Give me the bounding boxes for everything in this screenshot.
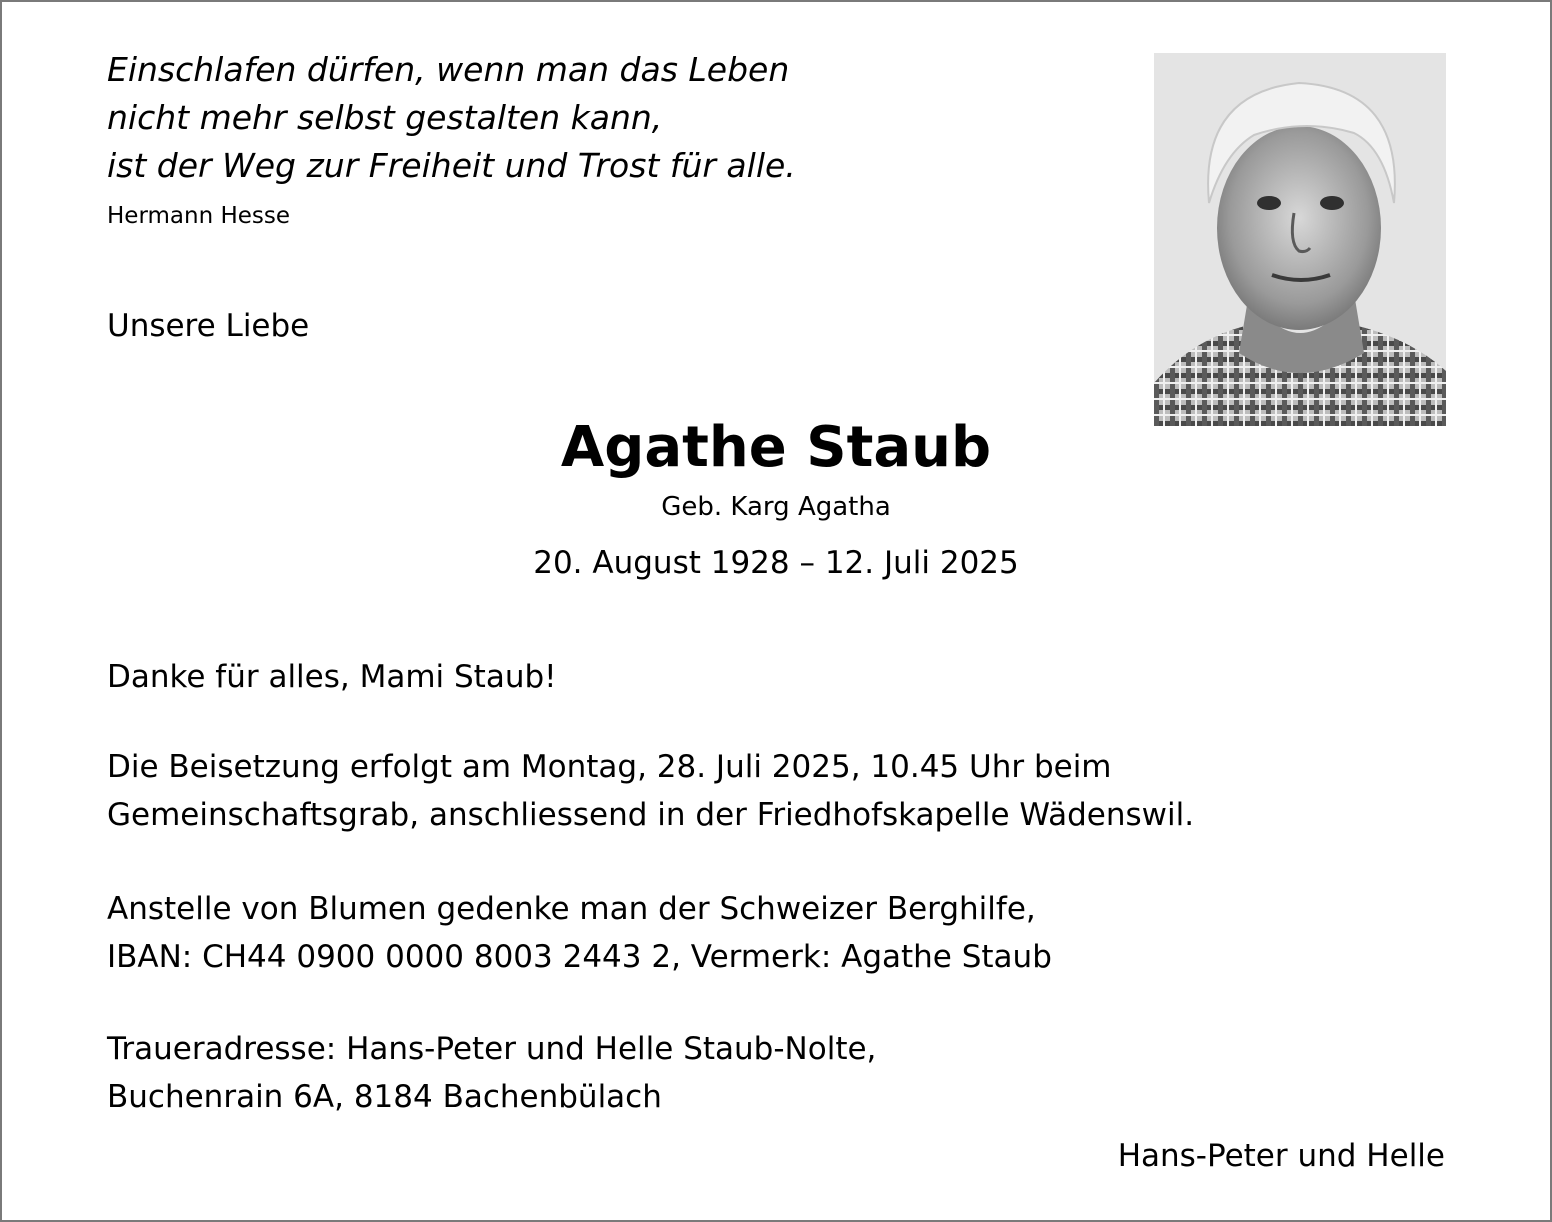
donation-line-1: Anstelle von Blumen gedenke man der Schweizer Berghilfe, [107, 891, 1036, 927]
donation-line-2: IBAN: CH44 0900 0000 8003 2443 2, Vermerk: Agathe Staub [107, 939, 1052, 975]
life-dates: 20. August 1928 – 12. Juli 2025 [533, 545, 1019, 581]
quote-line-2: nicht mehr selbst gestalten kann, [107, 98, 663, 137]
address-line-2: Buchenrain 6A, 8184 Bachenbülach [107, 1079, 662, 1115]
funeral-line-1: Die Beisetzung erfolgt am Montag, 28. Juli 2025, 10.45 Uhr beim [107, 749, 1112, 785]
portrait-photo [1154, 53, 1446, 426]
quote-line-3: ist der Weg zur Freiheit und Trost für alle. [107, 146, 796, 185]
quote-line-1: Einschlafen dürfen, wenn man das Leben [107, 50, 790, 89]
funeral-line-2: Gemeinschaftsgrab, anschliessend in der Friedhofskapelle Wädenswil. [107, 797, 1195, 833]
signature: Hans-Peter und Helle [1117, 1138, 1445, 1174]
birth-name: Geb. Karg Agatha [661, 492, 891, 522]
portrait-photo-icon [1154, 53, 1446, 426]
address-line-1: Traueradresse: Hans-Peter und Helle Staub-Nolte, [107, 1031, 877, 1067]
quote-author: Hermann Hesse [107, 203, 291, 229]
intro-text: Unsere Liebe [107, 308, 310, 344]
deceased-name: Agathe Staub [560, 415, 992, 480]
thanks-text: Danke für alles, Mami Staub! [107, 659, 557, 695]
